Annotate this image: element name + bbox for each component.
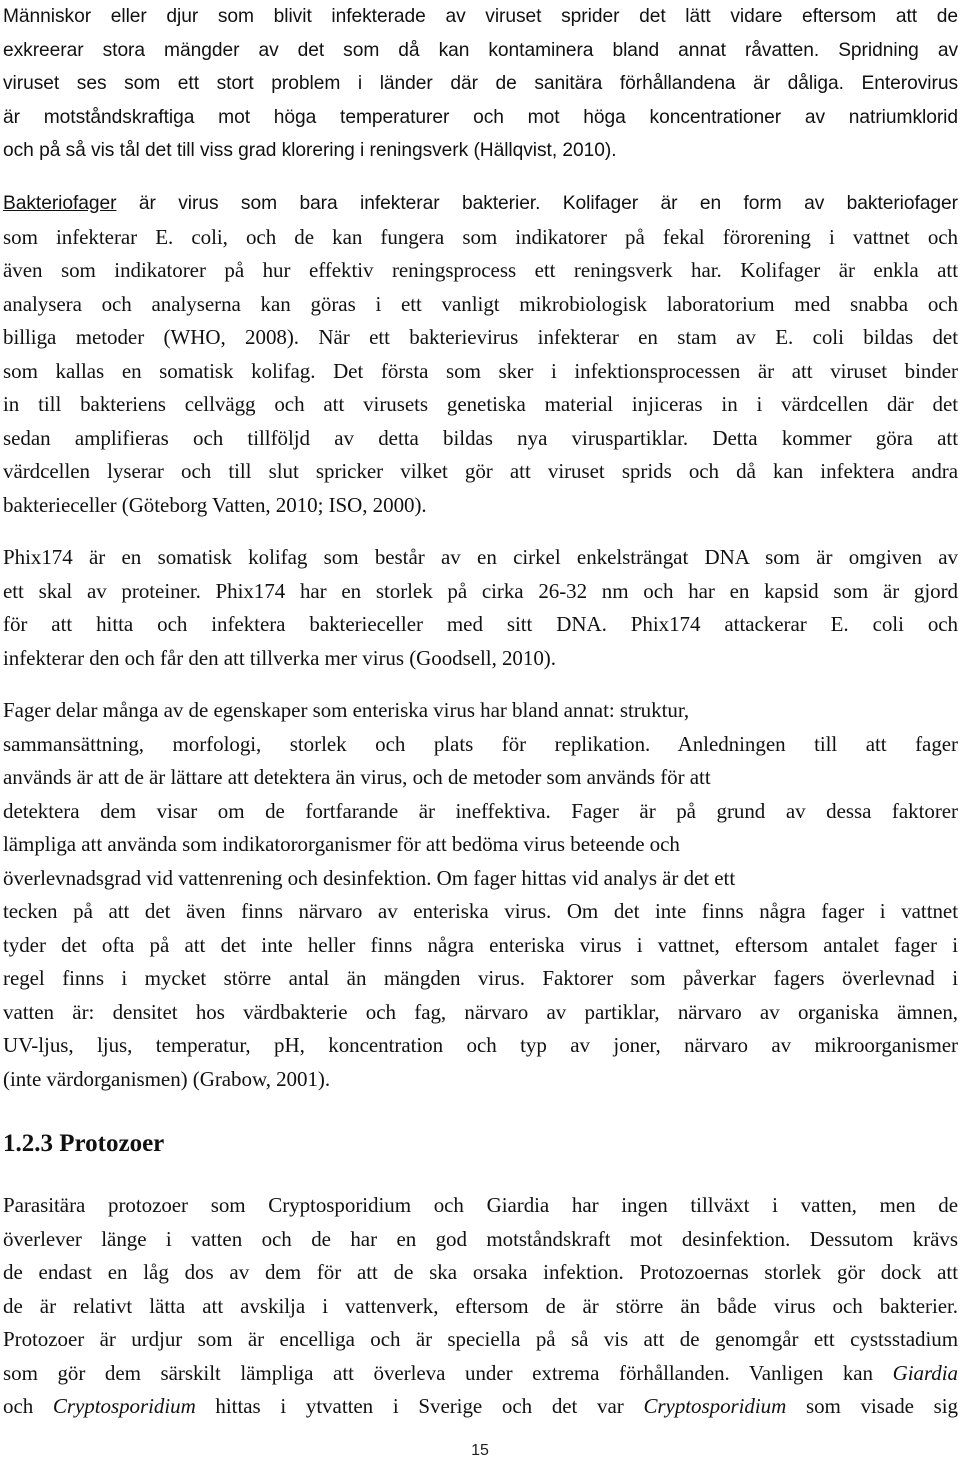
text-line: detektera dem visar om de fortfarande är ineffektiva. Fager är på grund av dessa faktorer bbox=[3, 798, 958, 823]
text-fragment: är virus som bara infekterar bakterier. Kolifager är en form av bakteriofager bbox=[116, 193, 958, 214]
text-line: bakterieceller (Göteborg Vatten, 2010; ISO, 2000). bbox=[3, 492, 427, 517]
text-line: överlevnadsgrad vid vattenrening och desinfektion. Om fager hittas vid analys är det ett bbox=[3, 865, 736, 890]
text-fragment: som infekterar bbox=[3, 224, 156, 249]
term-bakteriofager: Bakteriofager bbox=[3, 193, 117, 214]
text-line: för att hitta och infektera bakterieceller med sitt DNA. Phix174 attackerar E. coli och bbox=[3, 612, 958, 636]
text-line: som kallas en somatisk kolifag. Det första som sker i infektionsprocessen är att viruset binder bbox=[3, 358, 958, 383]
text-line bbox=[3, 1390, 958, 1424]
text-line: är motståndskraftiga mot höga temperaturer och mot höga koncentrationer av natriumklorid bbox=[3, 106, 958, 128]
paragraph-phix174 bbox=[3, 541, 958, 675]
text-line: sedan amplifieras och tillföljd av detta bildas nya viruspartiklar. Detta kommer göra att bbox=[3, 425, 958, 450]
text-line: lämpliga att använda som indikatororganismer för att bedöma virus beteende och bbox=[3, 832, 680, 856]
text-fragment: hittas i ytvatten i Sverige och det var bbox=[195, 1394, 644, 1418]
paragraph-fager bbox=[3, 694, 958, 1096]
text-line: sammansättning, morfologi, storlek och plats för replikation. Anledningen till att fager bbox=[3, 731, 958, 756]
italic-term: Cryptosporidium bbox=[52, 1394, 196, 1418]
text-line: de endast en låg dos av dem för att de ska orsaka infektion. Protozoernas storlek gör dock att bbox=[3, 1260, 958, 1284]
text-fragment: E. bbox=[155, 224, 174, 249]
text-line: Människor eller djur som blivit infekterade av viruset sprider det lätt vidare eftersom att de bbox=[3, 6, 958, 27]
text-fragment: som visade sig bbox=[786, 1394, 959, 1418]
text-line: in till bakteriens cellvägg och att virusets genetiska material injiceras in i värdcellen där det bbox=[3, 392, 958, 416]
text-fragment: och bbox=[3, 1394, 53, 1418]
text-fragment: coli, och de kan fungera som indikatorer på fekal förorening i vattnet och bbox=[173, 224, 958, 249]
text-line: vatten är: densitet hos värdbakterie och fag, närvaro av partiklar, närvaro av organiska ämnen, bbox=[3, 999, 958, 1024]
text-line: billiga metoder (WHO, 2008). När ett bakterievirus infekterar en stam av E. coli bildas det bbox=[3, 325, 958, 349]
text-line bbox=[3, 221, 958, 255]
text-fragment: som gör dem särskilt lämpliga att överleva under extrema förhållanden. Vanligen kan bbox=[3, 1360, 893, 1385]
text-line: överlever länge i vatten och de har en god motståndskraft mot desinfektion. Dessutom krävs bbox=[3, 1226, 958, 1251]
text-fragment: viruset ses som ett stort problem i länder där de sanitära förhållandena är dåliga. bbox=[3, 73, 862, 94]
text-line bbox=[3, 1357, 958, 1391]
text-line: analysera och analyserna kan göras i ett vanligt mikrobiologisk laboratorium med snabba och bbox=[3, 291, 958, 316]
paragraph-protozoer bbox=[3, 1189, 958, 1424]
paragraph-enterovirus bbox=[3, 0, 958, 168]
text-line: ett skal av proteiner. Phix174 har en storlek på cirka 26-32 nm och har en kapsid som är gjord bbox=[3, 578, 958, 603]
text-line: Phix174 är en somatisk kolifag som består av en cirkel enkelsträngat DNA som är omgiven av bbox=[3, 545, 958, 569]
page-number: 15 bbox=[471, 1442, 489, 1459]
text-line: värdcellen lyserar och till slut spricker vilket gör att viruset sprids och då kan infektera andra bbox=[3, 459, 958, 483]
text-line: Fager delar många av de egenskaper som enteriska virus har bland annat: struktur, bbox=[3, 698, 690, 722]
italic-term: Giardia bbox=[892, 1360, 958, 1385]
text-line: tyder det ofta på att det inte heller finns några enteriska virus i vattnet, eftersom antalet fager i bbox=[3, 932, 958, 957]
text-line: tecken på att det även finns närvaro av enteriska virus. Om det inte finns några fager i vattnet bbox=[3, 899, 958, 923]
text-line: Parasitära protozoer som Cryptosporidium och Giardia har ingen tillväxt i vatten, men de bbox=[3, 1193, 958, 1217]
text-line: används är att de är lättare att detektera än virus, och de metoder som används för att bbox=[3, 765, 711, 789]
paragraph-bakteriofager bbox=[3, 187, 958, 522]
text-line: och på så vis tål det till viss grad klorering i reningsverk (Hällqvist, 2010). bbox=[3, 140, 617, 161]
text-line: exkreerar stora mängder av det som då kan kontaminera bland annat råvatten. Spridning av bbox=[3, 39, 958, 61]
text-line: de är relativt lätta att avskilja i vattenverk, eftersom de är större än både virus och bakterier. bbox=[3, 1293, 958, 1318]
italic-term: Cryptosporidium bbox=[643, 1394, 787, 1418]
section-heading: 1.2.3 Protozoer bbox=[3, 1130, 165, 1157]
text-line: regel finns i mycket större antal än mängden virus. Faktorer som påverkar fagers överlevnad i bbox=[3, 966, 958, 990]
text-line: Protozoer är urdjur som är encelliga och är speciella på så vis att de genomgår ett cystsstadium bbox=[3, 1327, 958, 1351]
text-fragment: Enterovirus bbox=[861, 73, 958, 94]
text-line: UV-ljus, ljus, temperatur, pH, koncentration och typ av joner, närvaro av mikroorganismer bbox=[3, 1033, 958, 1057]
text-line bbox=[3, 67, 958, 101]
text-line bbox=[3, 187, 958, 221]
text-line: infekterar den och får den att tillverka mer virus (Goodsell, 2010). bbox=[3, 645, 556, 670]
text-line: (inte värdorganismen) (Grabow, 2001). bbox=[3, 1066, 331, 1091]
text-line: även som indikatorer på hur effektiv reningsprocess ett reningsverk har. Kolifager är enkla att bbox=[3, 258, 958, 282]
